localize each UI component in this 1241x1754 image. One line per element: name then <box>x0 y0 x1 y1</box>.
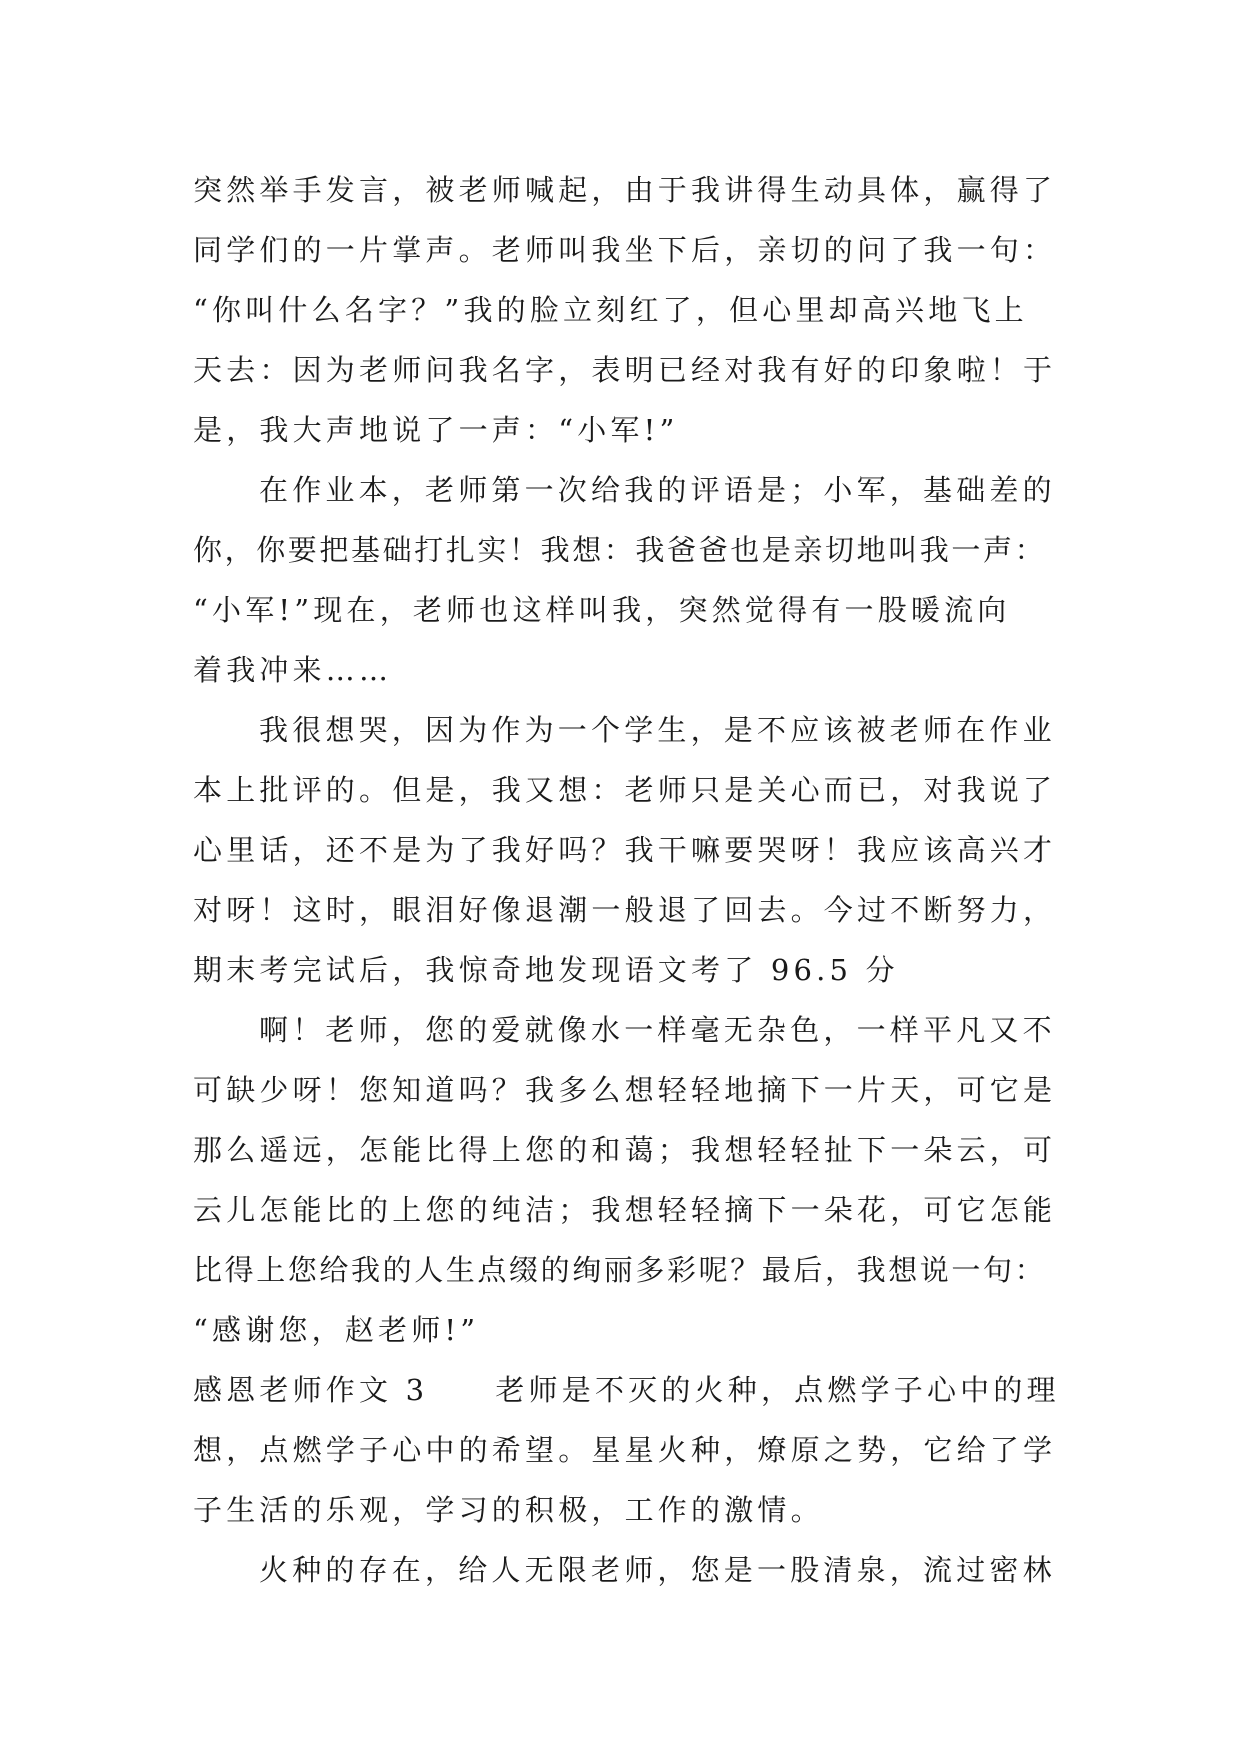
paragraph-first-line: 我很想哭，因为作为一个学生，是不应该被老师在作业 <box>259 713 1056 747</box>
body-text <box>193 160 1073 1600</box>
text-line: 天去：因为老师问我名字，表明已经对我有好的印象啦！于 <box>193 353 1057 387</box>
paragraph-first-line: 在作业本，老师第一次给我的评语是；小军，基础差的 <box>259 473 1056 507</box>
text-line: 心里话，还不是为了我好吗？我干嘛要哭呀！我应该高兴才 <box>193 833 1057 867</box>
text-line: 你，你要把基础打扎实！我想：我爸爸也是亲切地叫我一声： <box>193 533 1047 567</box>
text-line: “你叫什么名字？”我的脸立刻红了，但心里却高兴地飞上 <box>193 293 1028 327</box>
text-line: 子生活的乐观，学习的积极，工作的激情。 <box>193 1493 824 1527</box>
text-line: 期末考完试后，我惊奇地发现语文考了 96.5 分 <box>193 953 899 987</box>
text-line: 比得上您给我的人生点缀的绚丽多彩呢？最后，我想说一句： <box>193 1253 1047 1287</box>
text-line: 那么遥远，怎能比得上您的和蔼；我想轻轻扯下一朵云，可 <box>193 1133 1057 1167</box>
text-line: 对呀！这时，眼泪好像退潮一般退了回去。今过不断努力， <box>193 893 1057 927</box>
text-line: 着我冲来…… <box>193 653 393 687</box>
text-line: 可缺少呀！您知道吗？我多么想轻轻地摘下一片天，可它是 <box>193 1073 1057 1107</box>
text-line: “感谢您，赵老师!” <box>193 1313 480 1347</box>
text-line: “小军!”现在，老师也这样叫我，突然觉得有一股暖流向 <box>193 593 1011 627</box>
paragraph-first-line: 啊！老师，您的爱就像水一样毫无杂色，一样平凡又不 <box>259 1013 1056 1047</box>
text-line: 是，我大声地说了一声：“小军!” <box>193 413 679 447</box>
section-heading-line: 感恩老师作文 3 老师是不灭的火种，点燃学子心中的理 <box>193 1373 1060 1407</box>
text-line: 本上批评的。但是，我又想：老师只是关心而已，对我说了 <box>193 773 1057 807</box>
paragraph-first-line: 火种的存在，给人无限老师，您是一股清泉，流过密林 <box>259 1553 1056 1587</box>
text-line: 想，点燃学子心中的希望。星星火种，燎原之势，它给了学 <box>193 1433 1057 1467</box>
text-line: 云儿怎能比的上您的纯洁；我想轻轻摘下一朵花，可它怎能 <box>193 1193 1057 1227</box>
text-line: 突然举手发言，被老师喊起，由于我讲得生动具体，赢得了 <box>193 173 1057 207</box>
text-line: 同学们的一片掌声。老师叫我坐下后，亲切的问了我一句： <box>193 233 1057 267</box>
